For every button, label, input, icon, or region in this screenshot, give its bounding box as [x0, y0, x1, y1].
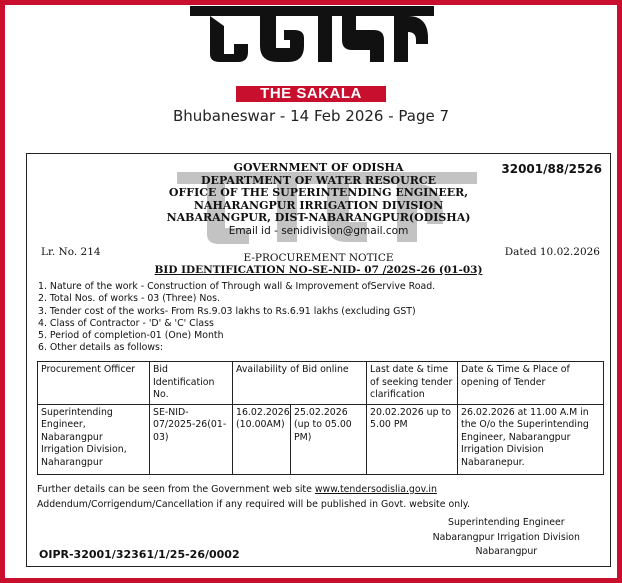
header-procurement-officer: Procurement Officer	[38, 362, 150, 405]
signature-place: Nabarangpur	[475, 546, 538, 557]
cell-officer: Superintending Engineer, Nabarangpur Irrigation Division, Naharangpur	[38, 404, 150, 474]
list-item: 2. Total Nos. of works - 03 (Three) Nos.	[38, 293, 220, 305]
tender-notice	[26, 153, 611, 567]
cell-opening: 26.02.2026 at 11.00 A.M in the O/o the Superintending Engineer, Nabarangpur Irrigation Division Nabaranepur.	[458, 404, 604, 474]
masthead-band: THE SAKALA	[236, 86, 386, 102]
notice-date: Dated 10.02.2026	[504, 246, 600, 258]
table-row	[38, 404, 604, 474]
signature-title: Superintending Engineer	[448, 517, 565, 528]
dateline: Bhubaneswar - 14 Feb 2026 - Page 7	[172, 107, 450, 125]
bid-identification: BID IDENTIFICATION NO-SE-NID- 07 /202S-26 (01-03)	[154, 264, 483, 276]
list-item: 3. Tender cost of the works- From Rs.9.03 lakhs to Rs.6.91 lakhs (excluding GST)	[38, 305, 416, 317]
work-details-list	[38, 281, 435, 355]
table-header-row	[38, 362, 604, 405]
signature-block	[433, 516, 580, 560]
list-item: 5. Period of completion-01 (One) Month	[38, 330, 224, 342]
sakala-logo	[190, 6, 434, 68]
tender-table	[37, 361, 604, 475]
website-link[interactable]: www.tendersodislia.gov.in	[314, 484, 437, 495]
oipr-number: OIPR-32001/32361/1/25-26/0002	[39, 548, 240, 561]
eproc-heading	[27, 252, 610, 276]
header-availability: Availability of Bid online	[233, 362, 367, 405]
notice-header	[27, 162, 610, 237]
list-item: 1. Nature of the work - Construction of Through wall & Improvement ofServive Road.	[38, 281, 436, 292]
cell-last-date: 20.02.2026 up to 5.00 PM	[367, 404, 458, 474]
email-line: Email id - senidivision@gmail.com	[228, 224, 409, 237]
further-text: Further details can be seen from the Government web site	[37, 484, 315, 495]
addendum-note: Addendum/Corrigendum/Cancellation if any required will be published in Govt. website only.	[37, 499, 470, 510]
cell-avail-from: 16.02.2026 (10.00AM)	[233, 404, 291, 474]
header-line-division: NAHARANGPUR IRRIGATION DIVISION	[193, 198, 444, 212]
signature-division: Nabarangpur Irrigation Division	[432, 531, 580, 543]
eproc-title: E-PROCUREMENT NOTICE	[243, 252, 394, 264]
cell-avail-to: 25.02.2026 (up to 05.00 PM)	[291, 404, 367, 474]
letter-number: Lr. No. 214	[41, 246, 101, 258]
header-opening: Date & Time & Place of opening of Tender	[458, 362, 604, 405]
header-line-office: OFFICE OF THE SUPERINTENDING ENGINEER,	[168, 186, 469, 199]
list-item: 4. Class of Contractor - 'D' & 'C' Class	[38, 317, 214, 329]
reference-number: 32001/88/2526	[501, 162, 602, 176]
cell-bid-id: SE-NID-07/2025-26(01-03)	[150, 404, 233, 474]
header-last-date: Last date & time of seeking tender clarification	[367, 362, 458, 405]
list-item: 6. Other details as follows:	[38, 342, 164, 354]
header-line-govt: GOVERNMENT OF ODISHA	[233, 161, 404, 174]
further-details	[37, 484, 437, 495]
header-line-department: DEPARTMENT OF WATER RESOURCE	[201, 173, 436, 187]
header-line-address: NABARANGPUR, DIST-NABARANGPUR(ODISHA)	[166, 211, 471, 224]
header-bid-identification: Bid Identification No.	[150, 362, 233, 405]
